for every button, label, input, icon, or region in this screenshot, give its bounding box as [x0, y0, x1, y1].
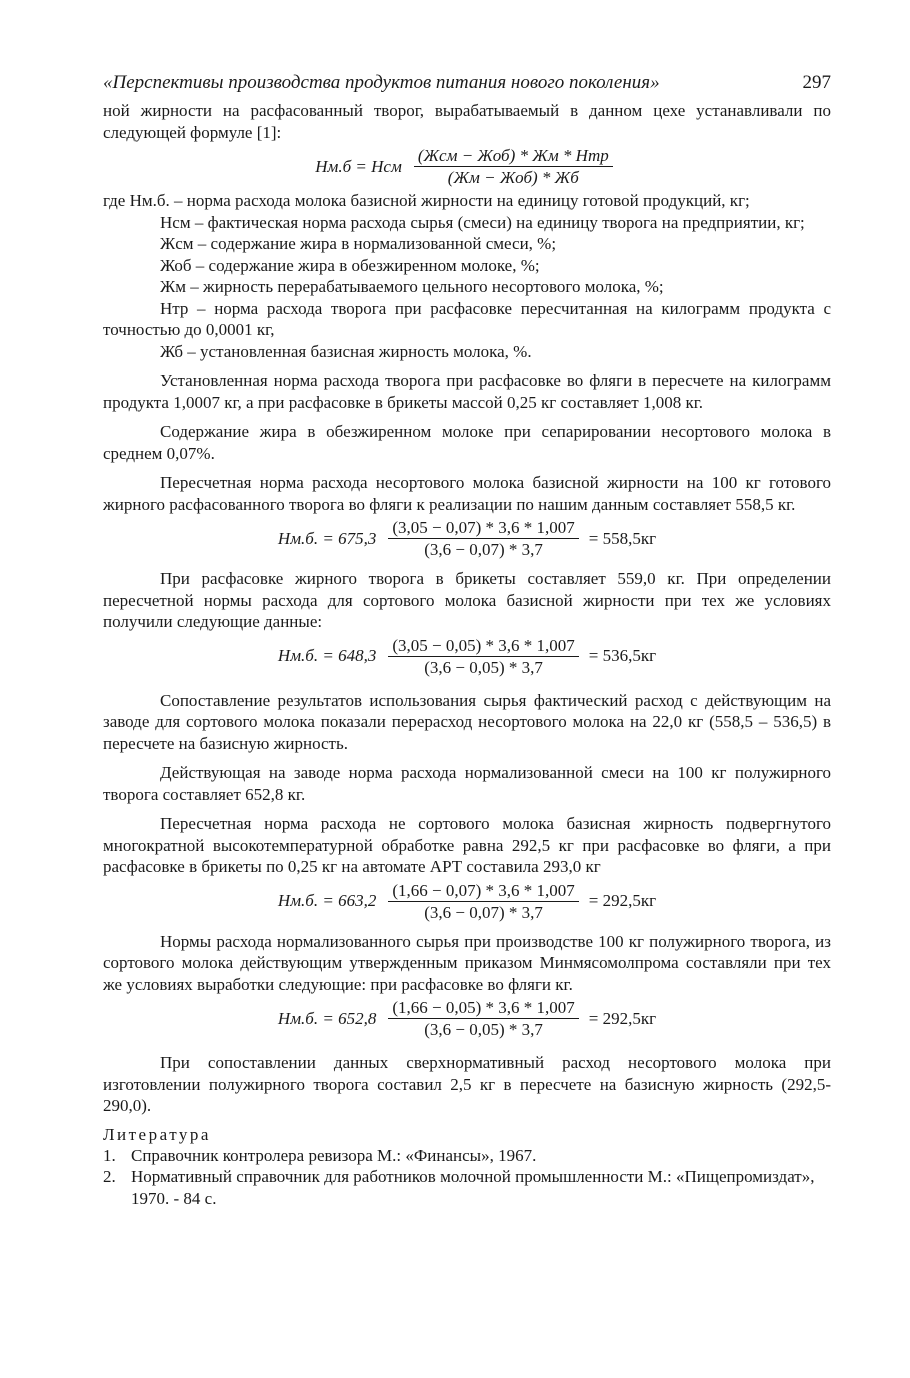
paragraph-7: Пересчетная норма расхода не сортового молока базисная жирность подвергнутого многократной высокотемпературной обработке равна 292,5 кг при расфасовке во фляги, а при расфасовке в брикеты по 0,25 кг на автомате АРТ составила 293,0 кг — [103, 814, 831, 876]
formula-main-fraction — [414, 145, 613, 188]
formula-3-fraction — [388, 880, 578, 923]
formula-4-denominator: (3,6 − 0,05) * 3,7 — [424, 1020, 543, 1039]
formula-3 — [103, 880, 831, 923]
intro-paragraph: ной жирности на расфасованный творог, вырабатываемый в данном цехе устанавливали по следующей формуле [1]: — [103, 101, 831, 142]
formula-2-numerator: (3,05 − 0,05) * 3,6 * 1,007 — [388, 635, 578, 657]
formula-1-fraction — [388, 517, 578, 560]
reference-number: 2. — [103, 1167, 116, 1186]
paragraph-9: При сопоставлении данных сверхнормативный расход несортового молока при изготовлении полужирного творога составил 2,5 кг в пересчете на базисную жирность (292,5-290,0). — [103, 1053, 831, 1115]
formula-main-numerator: (Жсм − Жоб) * Жм * Hтр — [414, 145, 613, 167]
formula-main-denominator: (Жм − Жоб) * Жб — [447, 168, 579, 187]
formula-1-result: = 558,5кг — [588, 528, 657, 548]
paragraph-4: При расфасовке жирного творога в брикеты составляет 559,0 кг. При определении пересчетной нормы расхода для сортового молока базисной жирности при тех же условиях получили следующие данные: — [103, 569, 831, 631]
paragraph-5: Сопоставление результатов использования сырья фактический расход с действующим на заводе для сортового молока показали перерасход несортового молока на 22,0 кг (558,5 – 536,5) в пересчете на базисную жирность. — [103, 690, 831, 753]
paragraph-3: Пересчетная норма расхода несортового молока базисной жирности на 100 кг готового жирного расфасованного творога во фляги к реализации по нашим данным составляет 558,5 кг. — [103, 473, 831, 514]
formula-3-result: = 292,5кг — [588, 891, 657, 910]
definition-zhob: Жоб – содержание жира в обезжиренном молоке, %; — [160, 255, 540, 275]
paragraph-6: Действующая на заводе норма расхода нормализованной смеси на 100 кг полужирного творога составляет 652,8 кг. — [103, 763, 831, 804]
formula-2 — [103, 635, 831, 678]
formula-2-result: = 536,5кг — [588, 646, 657, 665]
reference-text: Нормативный справочник для работников молочной промышленности М.: «Пищепромиздат», 1970. - 84 с. — [131, 1167, 815, 1208]
formula-main — [103, 145, 831, 188]
paragraph-8: Нормы расхода нормализованного сырья при производстве 100 кг полужирного творога, из сортового молока действующим утвержденным приказом Минмясомолпрома составляли при тех же условиях выработки следующие: при расфасовке во фляги кг. — [103, 931, 831, 994]
paragraph-1: Установленная норма расхода творога при расфасовке во фляги в пересчете на килограмм продукта 1,0007 кг, а при расфасовке в брикеты массой 0,25 кг составляет 1,008 кг. — [103, 371, 831, 412]
definition-zhsm: Жсм – содержание жира в нормализованной смеси, %; — [160, 234, 557, 253]
formula-3-denominator: (3,6 − 0,07) * 3,7 — [424, 902, 543, 922]
definition-hmb: где Hм.б. – норма расхода молока базисной жирности на единицу готовой продукций, кг; — [103, 191, 750, 210]
header-title: «Перспективы производства продуктов питания нового поколения» — [103, 72, 660, 93]
paragraph-2: Содержание жира в обезжиренном молоке при сепарировании несортового молока в среднем 0,07%. — [103, 422, 831, 463]
formula-4 — [103, 997, 831, 1040]
reference-text: Справочник контролера ревизора М.: «Финансы», 1967. — [131, 1145, 537, 1165]
formula-2-lhs: Hм.б. = 648,3 — [277, 646, 377, 665]
formula-main-lhs: Hм.б = Hсм — [315, 156, 402, 176]
formula-1-lhs: Hм.б. = 675,3 — [277, 528, 377, 548]
definition-zhb: Жб – установленная базисная жирность молока, %. — [160, 341, 532, 361]
reference-item — [103, 1145, 831, 1167]
formula-3-lhs: Hм.б. = 663,2 — [277, 891, 377, 910]
formula-4-result: = 292,5кг — [588, 1008, 657, 1028]
formula-3-numerator: (1,66 − 0,07) * 3,6 * 1,007 — [388, 880, 578, 902]
running-header — [103, 72, 831, 94]
formula-4-fraction — [388, 997, 578, 1040]
references-title: Литература — [103, 1124, 211, 1144]
definition-hsm: Hсм – фактическая норма расхода сырья (смеси) на единицу творога на предприятии, кг; — [160, 212, 805, 232]
reference-item — [103, 1166, 831, 1209]
formula-4-numerator: (1,66 − 0,05) * 3,6 * 1,007 — [388, 997, 578, 1019]
formula-1-denominator: (3,6 − 0,07) * 3,7 — [424, 540, 543, 559]
document-page — [103, 72, 831, 1209]
reference-number: 1. — [103, 1145, 116, 1165]
definition-htr: Hтр – норма расхода творога при расфасовке пересчитанная на килограмм продукта с точностью до 0,0001 кг, — [103, 298, 831, 339]
page-number: 297 — [802, 72, 831, 93]
definition-zhm: Жм – жирность перерабатываемого цельного несортового молока, %; — [160, 277, 664, 296]
formula-2-denominator: (3,6 − 0,05) * 3,7 — [424, 657, 543, 677]
formula-1-numerator: (3,05 − 0,07) * 3,6 * 1,007 — [388, 517, 578, 539]
formula-1 — [103, 517, 831, 560]
formula-4-lhs: Hм.б. = 652,8 — [277, 1008, 377, 1028]
definitions-list — [103, 190, 831, 362]
formula-2-fraction — [388, 635, 578, 678]
